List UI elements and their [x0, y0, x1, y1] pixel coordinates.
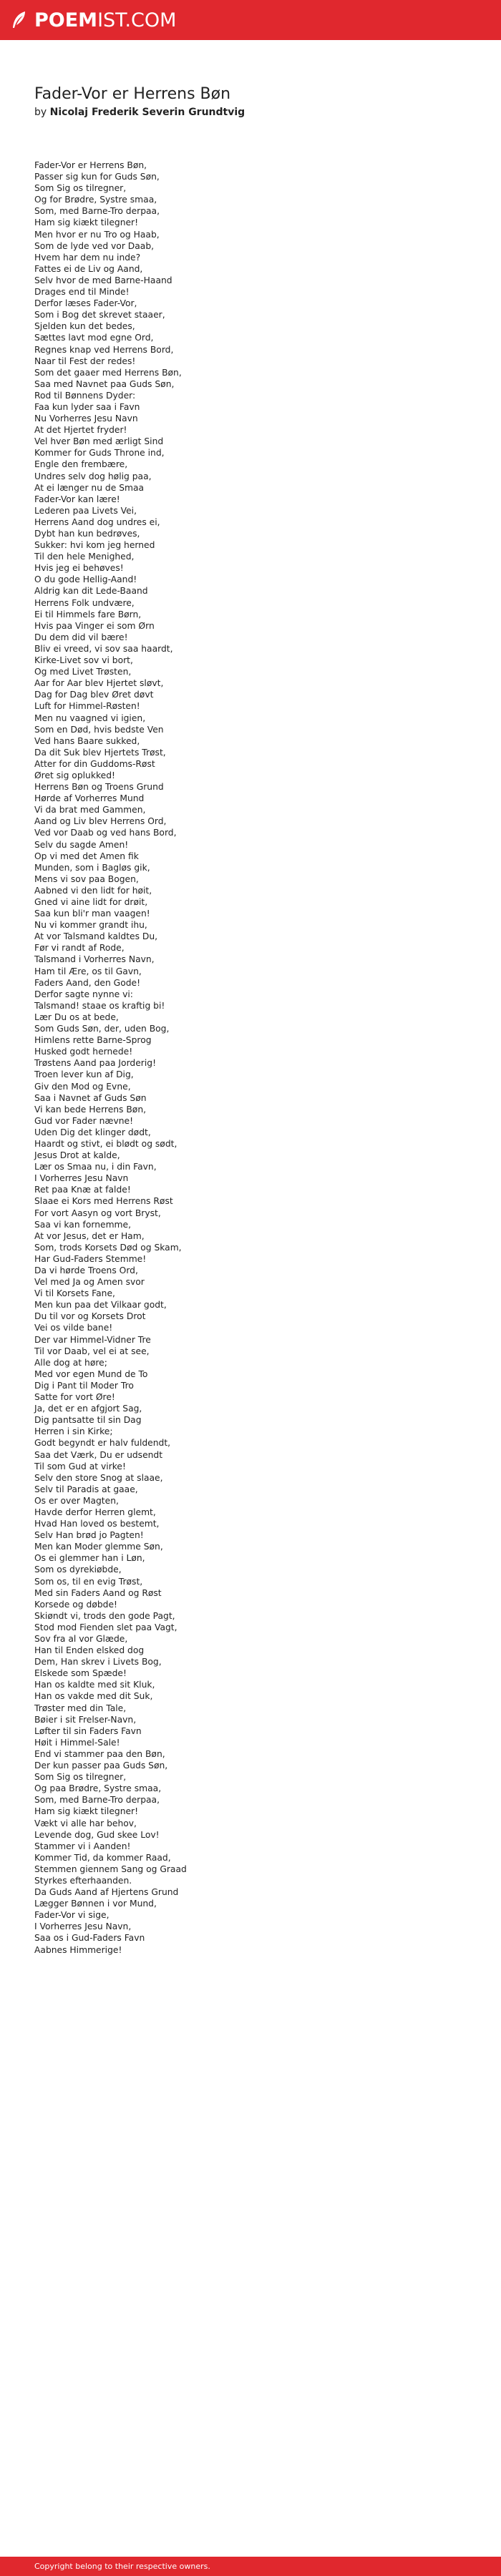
poem-line: Til den hele Menighed,: [34, 552, 135, 562]
poem-line: O du gode Hellig-Aand!: [34, 574, 137, 585]
poem-line: Men kun paa det Vilkaar godt,: [34, 1300, 167, 1311]
poem-line: Sættes lavt mod egne Ord,: [34, 333, 154, 343]
poem-line: Men nu vaagned vi igien,: [34, 712, 146, 723]
poem-line: Gud vor Fader nævne!: [34, 1115, 134, 1126]
poem-line: Har Gud-Faders Stemme!: [34, 1253, 147, 1264]
poem-line: Selv hvor de med Barne-Haand: [34, 275, 172, 285]
poem-line: Øret sig oplukked!: [34, 770, 115, 780]
poem-line: Vi da brat med Gammen,: [34, 805, 146, 816]
poem-line: Lær os Smaa nu, i din Favn,: [34, 1162, 157, 1172]
poem-line: Vel med Ja og Amen svor: [34, 1277, 145, 1288]
poem-line: Herrens Bøn og Troens Grund: [34, 782, 164, 793]
poem-line: Haardt og stivt, ei blødt og sødt,: [34, 1138, 177, 1149]
poem-line: Saa kun bli'r man vaagen!: [34, 909, 150, 919]
poem-line: Herrens Folk undvære,: [34, 597, 135, 608]
poem-line: Havde derfor Herren glemt,: [34, 1507, 156, 1517]
poem-line: Korsede og døbde!: [34, 1599, 117, 1610]
poem-line: Bliv ei vreed, vi sov saa haardt,: [34, 643, 173, 654]
poem-line: Mens vi sov paa Bogen,: [34, 873, 139, 884]
poem-line: Slaae ei Kors med Herrens Røst: [34, 1196, 173, 1207]
by-label: by: [34, 107, 47, 118]
poem-line: Der var Himmel-Vidner Tre: [34, 1334, 151, 1345]
poem-line: Ret paa Knæ at falde!: [34, 1185, 131, 1195]
poem-line: Skiøndt vi, trods den gode Pagt,: [34, 1610, 175, 1621]
poem-line: Der kun passer paa Guds Søn,: [34, 1760, 168, 1771]
poem-line: Himlens rette Barne-Sprog: [34, 1035, 152, 1046]
poem-line: Troen lever kun af Dig,: [34, 1069, 134, 1080]
poem-line: Ham sig kiækt tilegner!: [34, 217, 139, 228]
poem-line: Og paa Brødre, Systre smaa,: [34, 1783, 162, 1794]
poem-line: Passer sig kun for Guds Søn,: [34, 172, 160, 182]
poem-line: Lederen paa Livets Vei,: [34, 505, 137, 516]
poem-line: Husked godt hernede!: [34, 1047, 133, 1057]
poem-line: Trøster med din Tale,: [34, 1703, 127, 1713]
poem-line: Høit i Himmel-Sale!: [34, 1737, 120, 1748]
poem-line: Du til vor og Korsets Drot: [34, 1311, 146, 1322]
poem-line: Elskede som Spæde!: [34, 1668, 127, 1679]
poem-line: Som Sig os tilregner,: [34, 183, 127, 194]
poem-line: Stod mod Fienden slet paa Vagt,: [34, 1622, 177, 1632]
poem-line: Vel hver Bøn med ærligt Sind: [34, 436, 164, 447]
poem-line: Med sin Faders Aand og Røst: [34, 1587, 162, 1598]
poem-line: Faa kun lyder saa i Favn: [34, 401, 140, 412]
poem-line: Gned vi aine lidt for drøit,: [34, 897, 148, 907]
poem-line: Faders Aand, den Gode!: [34, 977, 141, 988]
poem-line: Og med Livet Trøsten,: [34, 667, 132, 677]
poem-line: Som de lyde ved vor Daab,: [34, 240, 155, 251]
poem-line: Aabnes Himmerige!: [34, 1944, 122, 1955]
poem-body: [34, 160, 464, 1956]
poem-line: Fader-Vor vi sige,: [34, 1910, 110, 1921]
poem-line: Til vor Daab, vel ei at see,: [34, 1346, 150, 1356]
poem-line: Til som Gud at virke!: [34, 1461, 126, 1471]
poem-line: Saa det Værk, Du er udsendt: [34, 1449, 163, 1460]
poem-line: At det Hjertet fryder!: [34, 425, 127, 436]
poem-line: Selv du sagde Amen!: [34, 839, 129, 850]
poem-line: At vor Talsmand kaldtes Du,: [34, 931, 158, 942]
poem-line: Aand og Liv blev Herrens Ord,: [34, 816, 167, 827]
poem-line: Ham til Ære, os til Gavn,: [34, 966, 142, 976]
poem-line: Som, med Barne-Tro derpaa,: [34, 1795, 160, 1806]
poem-line: Regnes knap ved Herrens Bord,: [34, 344, 174, 355]
poem-line: Dig i Pant til Moder Tro: [34, 1380, 134, 1391]
poem-line: Stammer vi i Aanden!: [34, 1841, 131, 1851]
poem-line: Han os vakde med dit Suk,: [34, 1691, 153, 1702]
poem-line: Fader-Vor er Herrens Bøn,: [34, 160, 147, 170]
poem-line: Som os dyrekiøbde,: [34, 1564, 122, 1575]
poem-line: Bøier i sit Frelser-Navn,: [34, 1714, 137, 1725]
poem-line: Ham sig kiækt tilegner!: [34, 1806, 139, 1817]
poem-line: Alle dog at høre;: [34, 1357, 107, 1368]
poem-line: Sov fra al vor Glæde,: [34, 1634, 128, 1644]
poem-line: Vi til Korsets Fane,: [34, 1288, 115, 1299]
poem-line: Før vi randt af Rode,: [34, 943, 125, 954]
poem-line: Levende dog, Gud skee Lov!: [34, 1829, 160, 1840]
poem-line: I Vorherres Jesu Navn,: [34, 1921, 132, 1932]
logo-bold-text: POEM: [34, 9, 98, 31]
poem-line: Som en Død, hvis bedste Ven: [34, 724, 164, 735]
byline: [34, 104, 464, 120]
poem-line: Saa os i Gud-Faders Favn: [34, 1933, 145, 1944]
poem-line: Nu Vorherres Jesu Navn: [34, 413, 138, 424]
poem-line: Atter for din Guddoms-Røst: [34, 758, 155, 769]
poem-line: Som i Bog det skrevet staaer,: [34, 310, 165, 320]
poem-line: I Vorherres Jesu Navn: [34, 1173, 129, 1184]
poem-line: Vækt vi alle har behov,: [34, 1818, 137, 1828]
poem-line: Luft for Himmel-Røsten!: [34, 701, 140, 712]
poem-line: Ei til Himmels fare Børn,: [34, 609, 142, 619]
poem-line: Hvem har dem nu inde?: [34, 252, 141, 263]
poem-line: Munden, som i Bagløs gik,: [34, 862, 150, 873]
poem-line: Rod til Bønnens Dyder:: [34, 390, 136, 401]
poem-line: Han til Enden elsked dog: [34, 1645, 145, 1656]
poem-line: Med vor egen Mund de To: [34, 1368, 148, 1379]
poem-line: Lær Du os at bede,: [34, 1012, 119, 1022]
poem-line: Ved hans Baare sukked,: [34, 735, 140, 746]
poem-line: At ei længer nu de Smaa: [34, 482, 145, 493]
poem-line: Som Sig os tilregner,: [34, 1772, 127, 1783]
poem-line: Hvis paa Vinger ei som Ørn: [34, 620, 155, 631]
poem-line: Derfor læses Fader-Vor,: [34, 298, 137, 309]
poem-line: Aar for Aar blev Hjertet sløvt,: [34, 678, 164, 689]
poem-line: Sjelden kun det bedes,: [34, 321, 135, 332]
quill-icon[interactable]: [10, 11, 29, 29]
copyright-text: Copyright belong to their respective owners.: [34, 2562, 210, 2571]
poem-line: Fattes ei de Liv og Aand,: [34, 263, 143, 274]
poem-line: Vi kan bede Herrens Bøn,: [34, 1104, 147, 1115]
poem-line: Selv til Paradis at gaae,: [34, 1484, 138, 1494]
poem-line: Naar til Fest der redes!: [34, 356, 136, 366]
poem-line: Fader-Vor kan lære!: [34, 494, 120, 504]
poem-line: Selv den store Snog at slaae,: [34, 1472, 163, 1483]
poem-line: Styrkes efterhaanden.: [34, 1875, 132, 1886]
poem-line: Op vi med det Amen fik: [34, 851, 139, 861]
poem-line: End vi stammer paa den Bøn,: [34, 1748, 165, 1759]
poem-line: Undres selv dog hølig paa,: [34, 471, 152, 481]
poem-line: Kommer Tid, da kommer Raad,: [34, 1852, 171, 1863]
poem-title: Fader-Vor er Herrens Bøn: [34, 85, 231, 103]
logo-thin-text: IST.COM: [97, 9, 177, 31]
poem-line: Herren i sin Kirke;: [34, 1426, 113, 1437]
poem-line: Men hvor er nu Tro og Haab,: [34, 229, 160, 240]
author-link[interactable]: Nicolaj Frederik Severin Grundtvig: [49, 107, 245, 118]
poem-line: Os ei glemmer han i Løn,: [34, 1553, 145, 1564]
poem-line: Da vi hørde Troens Ord,: [34, 1265, 138, 1275]
poem-line: Drages end til Minde!: [34, 287, 130, 298]
poem-line: Men kan Moder glemme Søn,: [34, 1542, 163, 1552]
poem-line: Ved vor Daab og ved hans Bord,: [34, 828, 177, 838]
poem-line: Godt begyndt er halv fuldendt,: [34, 1438, 171, 1449]
poem-line: Engle den frembære,: [34, 459, 128, 470]
poem-line: Dig pantsatte til sin Dag: [34, 1415, 142, 1426]
poem-line: Kommer for Guds Throne ind,: [34, 448, 165, 459]
poem-line: Uden Dig det klinger dødt,: [34, 1127, 151, 1137]
site-logo[interactable]: [34, 11, 176, 30]
poem-line: Talsmand i Vorherres Navn,: [34, 954, 155, 965]
poem-line: Som, med Barne-Tro derpaa,: [34, 206, 160, 217]
poem-content: [34, 84, 464, 1956]
site-header: [0, 0, 501, 40]
poem-line: Os er over Magten,: [34, 1495, 119, 1506]
poem-line: Som, trods Korsets Død og Skam,: [34, 1242, 182, 1253]
poem-line: Dybt han kun bedrøves,: [34, 529, 140, 539]
poem-line: Dag for Dag blev Øret døvt: [34, 690, 154, 700]
poem-line: Da Guds Aand af Hjertens Grund: [34, 1887, 179, 1898]
poem-line: Derfor sagte nynne vi:: [34, 989, 133, 999]
poem-line: Herrens Aand dog undres ei,: [34, 516, 160, 527]
poem-line: Nu vi kommer grandt ihu,: [34, 920, 147, 931]
poem-line: At vor Jesus, det er Ham,: [34, 1230, 145, 1241]
poem-line: Aabned vi den lidt for høit,: [34, 885, 152, 896]
poem-line: Aldrig kan dit Lede-Baand: [34, 586, 148, 597]
site-footer: [0, 2557, 501, 2576]
poem-line: Trøstens Aand paa Jorderig!: [34, 1058, 156, 1069]
poem-line: Kirke-Livet sov vi bort,: [34, 655, 133, 666]
poem-line: Og for Brødre, Systre smaa,: [34, 195, 157, 205]
poem-line: Lægger Bønnen i vor Mund,: [34, 1899, 157, 1909]
poem-line: Som Guds Søn, der, uden Bog,: [34, 1024, 170, 1034]
poem-line: Talsmand! staae os kraftig bi!: [34, 1000, 165, 1011]
poem-line: Hørde af Vorherres Mund: [34, 793, 145, 804]
poem-line: Hvad Han loved os bestemt,: [34, 1519, 160, 1529]
poem-line: Jesus Drot at kalde,: [34, 1150, 120, 1161]
poem-line: Satte for vort Øre!: [34, 1392, 115, 1403]
poem-line: Saa med Navnet paa Guds Søn,: [34, 378, 175, 389]
poem-line: Vei os vilde bane!: [34, 1323, 113, 1333]
poem-line: Dem, Han skrev i Livets Bog,: [34, 1657, 162, 1667]
poem-line: Sukker: hvi kom jeg herned: [34, 540, 155, 551]
poem-line: Saa vi kan fornemme,: [34, 1219, 132, 1230]
poem-line: Ja, det er en afgjort Sag,: [34, 1404, 142, 1414]
poem-line: Hvis jeg ei behøves!: [34, 563, 124, 574]
poem-line: Som det gaaer med Herrens Bøn,: [34, 367, 182, 378]
poem-line: Da dit Suk blev Hjertets Trøst,: [34, 747, 166, 758]
poem-line: Saa i Navnet af Guds Søn: [34, 1092, 147, 1103]
poem-line: Giv den Mod og Evne,: [34, 1081, 131, 1092]
poem-line: Stemmen giennem Sang og Graad: [34, 1864, 187, 1874]
poem-line: Du dem did vil bære!: [34, 632, 128, 642]
poem-line: Som os, til en evig Trøst,: [34, 1576, 143, 1587]
poem-line: Løfter til sin Faders Favn: [34, 1725, 142, 1736]
poem-line: Selv Han brød jo Pagten!: [34, 1530, 144, 1541]
poem-line: Han os kaldte med sit Kluk,: [34, 1680, 155, 1690]
poem-line: For vort Aasyn og vort Bryst,: [34, 1208, 161, 1218]
